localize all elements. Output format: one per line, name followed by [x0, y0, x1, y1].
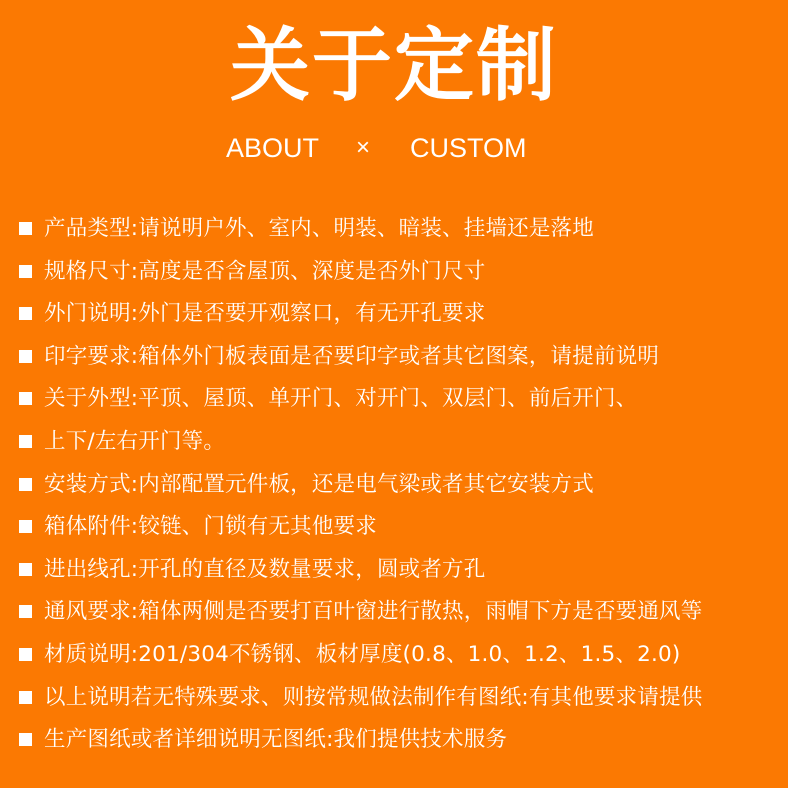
list-item	[0, 464, 788, 507]
square-bullet-icon	[19, 392, 32, 405]
square-bullet-icon	[19, 478, 32, 491]
square-bullet-icon	[19, 733, 32, 746]
list-item	[0, 634, 788, 677]
list-item-text: 安装方式:内部配置元件板，还是电气梁或者其它安装方式	[44, 471, 594, 497]
list-item	[0, 421, 788, 464]
list-item-text: 箱体附件:铰链、门锁有无其他要求	[44, 514, 377, 540]
page-title: 关于定制	[230, 19, 558, 112]
list-item	[0, 293, 788, 336]
square-bullet-icon	[19, 435, 32, 448]
square-bullet-icon	[19, 605, 32, 618]
list-item	[0, 251, 788, 294]
list-item-text: 进出线孔:开孔的直径及数量要求，圆或者方孔	[44, 556, 486, 582]
list-item-text: 以上说明若无特殊要求、则按常规做法制作有图纸:有其他要求请提供	[44, 684, 703, 710]
list-item-text: 生产图纸或者详细说明无图纸:我们提供技术服务	[44, 727, 508, 753]
list-item	[0, 677, 788, 720]
square-bullet-icon	[19, 520, 32, 533]
square-bullet-icon	[19, 265, 32, 278]
square-bullet-icon	[19, 648, 32, 661]
list-item-text: 上下/左右开门等。	[44, 428, 226, 454]
subtitle	[0, 130, 788, 166]
list-item	[0, 549, 788, 592]
list-item	[0, 378, 788, 421]
list-item-text: 通风要求:箱体两侧是否要打百叶窗进行散热，雨帽下方是否要通风等	[44, 599, 703, 625]
list-item	[0, 719, 788, 762]
list-item-text: 产品类型:请说明户外、室内、明装、暗装、挂墙还是落地	[44, 216, 594, 241]
list-item-text: 材质说明:201/304不锈钢、板材厚度(0.8、1.0、1.2、1.5、2.0)	[44, 641, 681, 667]
subtitle-about: ABOUT	[226, 133, 320, 163]
list-item	[0, 208, 788, 251]
square-bullet-icon	[19, 307, 32, 320]
custom-info-list	[0, 208, 788, 762]
square-bullet-icon	[19, 222, 32, 235]
square-bullet-icon	[19, 350, 32, 363]
list-item	[0, 591, 788, 634]
list-item-text: 印字要求:箱体外门板表面是否要印字或者其它图案，请提前说明	[44, 343, 660, 369]
list-item-text: 外门说明:外门是否要开观察口，有无开孔要求	[44, 301, 486, 327]
list-item-text: 关于外型:平顶、屋顶、单开门、对开门、双层门、前后开门、	[44, 386, 638, 412]
list-item	[0, 336, 788, 379]
square-bullet-icon	[19, 691, 32, 704]
list-item	[0, 506, 788, 549]
subtitle-custom: CUSTOM	[410, 133, 527, 163]
square-bullet-icon	[19, 563, 32, 576]
list-item-text: 规格尺寸:高度是否含屋顶、深度是否外门尺寸	[44, 258, 486, 284]
subtitle-separator: ×	[356, 134, 371, 161]
